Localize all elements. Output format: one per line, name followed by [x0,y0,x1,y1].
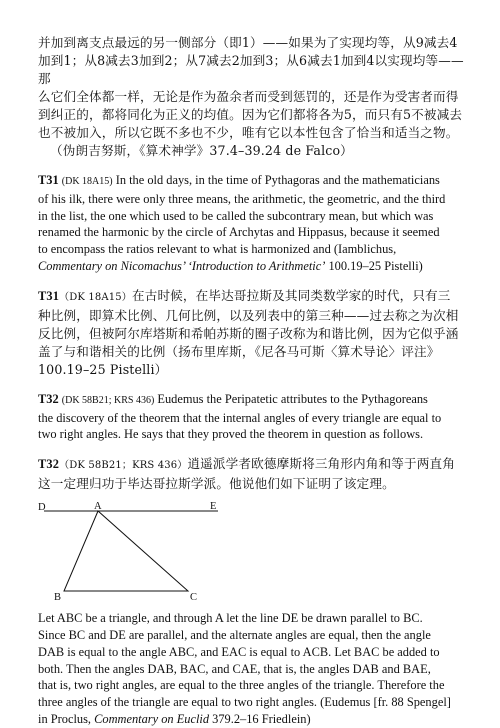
t32-english-paragraph [38,391,464,443]
source-title: Commentary on Euclid [94,711,210,726]
text-line: Let ABC be a triangle, and through A let the line DE be drawn parallel to BC. [38,611,423,626]
fragment-label: T31 [38,288,60,303]
text-line: 这一定理归功于毕达哥拉斯学派。他说他们如下证明了该定理。 [38,476,395,492]
text-line: 种比例，即算术比例、几何比例，以及列表中的第三种——过去称之为次相 [38,307,459,323]
text-line: two right angles. He says that they proved the theorem in question as follows. [38,427,424,442]
text-line: Since BC and DE are parallel, and the alternate angles are equal, then the angle [38,627,431,642]
text-line: 逍遥派学者欧德摩斯将三角形内角和等于两直角 [187,456,456,472]
fragment-label: T32 [38,457,60,472]
text-line: In the old days, in the time of Pythagoras and the mathematicians [112,173,440,187]
fragment-ref: (DK 58B21; KRS 436) [61,394,155,406]
point-label-d: D [38,502,46,514]
text-line: 到纠正的，都将同化为正义的均值。因为它们都将各为5，而只有5不被减去 [38,107,463,122]
text-line: 么它们全体都一样，无论是作为盈余者而受到惩罚的，还是作为受害者而得 [38,89,459,104]
page-content [38,34,464,728]
intro-chinese-paragraph [38,34,464,160]
citation: 379.2–16 Friedlein) [209,711,311,726]
fragment-label: T32 [38,391,59,406]
text-line: 在古时候，在毕达哥拉斯及其同类数学家的时代，只有三 [131,287,451,303]
text-line: both. Then the angles DAB, BAC, and CAE, that is, the angles DAB and BAE, [38,661,431,676]
text-line: in the list, the one which used to be called the subcontrary mean, but which was [38,208,434,223]
text-line: Eudemus the Peripatetic attributes to the Pythagoreans [154,391,428,406]
text-line: of his ilk, there were only three means, the arithmetic, the geometric, and the third [38,191,446,206]
t31-chinese-paragraph [38,287,464,379]
text-line: the discovery of the theorem that the internal angles of every triangle are equal to [38,410,442,425]
citation: 100.19–25 Pistelli） [38,361,168,377]
text-line: 反比例，但被阿尔库塔斯和希帕苏斯的圈子改称为和谐比例，因为它似乎涵 [38,325,459,341]
t32-chinese-paragraph [38,455,464,493]
fragment-ref: （DK 18A15） [59,291,132,303]
point-label-e: E [210,501,217,513]
text-line: in Proclus, [38,711,95,726]
proof-paragraph [38,610,464,728]
triangle-proof-figure [38,501,238,601]
point-label-a: A [94,501,102,513]
text-line: 并加到离支点最远的另一侧部分（即1）——如果为了实现均等，从9减去4 [38,35,458,50]
fragment-label: T31 [38,173,59,187]
text-line: renamed the harmonic by the circle of Archytas and Hippasus, because it seemed [38,225,440,240]
text-line: three angles of the triangle are equal to two right angles. (Eudemus [fr. 88 Spengel] [38,695,451,710]
text-line: 也不被加入，所以它既不多也不少，唯有它以本性包含了恰当和适当之物。 [38,125,459,140]
point-label-b: B [54,592,62,602]
text-line: that is, two right angles, are equal to the three angles of the triangle. Therefore the [38,678,445,693]
text-line: DAB is equal to the angle ABC, and EAC is equal to ACB. Let BAC be added to [38,644,440,659]
fragment-ref: (DK 18A15) [61,176,113,187]
citation: 100.19–25 Pistelli) [325,258,423,273]
t31-english-paragraph [38,172,464,275]
text-line: 盖了与和谐相关的比例（扬布里库斯，《尼各马可斯〈算术导论〉评注》 [38,343,440,359]
text-line: to encompass the ratios relevant to what is harmonized and (Iamblichus, [38,242,397,257]
text-line: 加到1；从8减去3加到2；从7减去2加到3；从6减去1加到4以实现均等——那 [38,53,464,86]
point-label-c: C [190,592,198,602]
source-title: Commentary on Nicomachus’ ‘Introduction to Arithmetic’ [38,258,326,273]
fragment-ref: （DK 58B21；KRS 436） [59,460,188,472]
intro-citation: （伪朗吉努斯，《算术神学》37.4–39.24 de Falco） [50,143,353,158]
triangle-abc [64,511,188,591]
